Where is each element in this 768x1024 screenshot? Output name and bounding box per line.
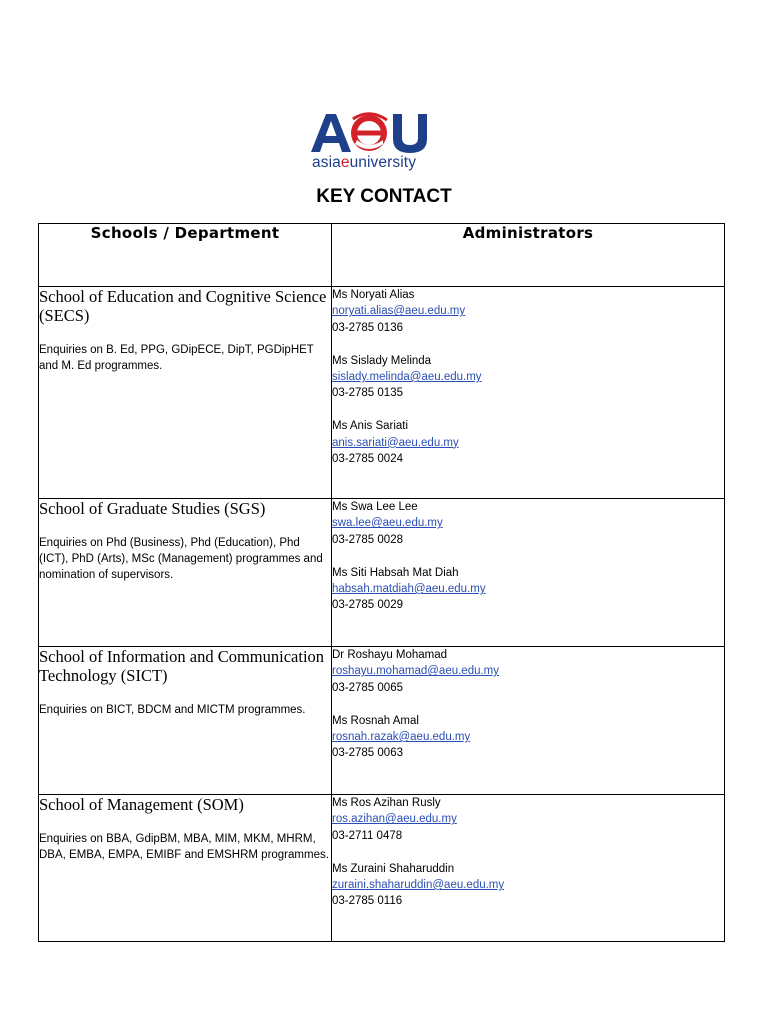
admin-contact [332,353,724,402]
admin-email-link[interactable]: swa.lee@aeu.edu.my [332,517,443,530]
admin-email-link[interactable]: zuraini.shaharuddin@aeu.edu.my [332,879,505,892]
admin-phone: 03-2785 0065 [332,681,403,694]
admin-contact [332,713,724,762]
school-enquiries: Enquiries on BICT, BDCM and MICTM programmes. [39,704,306,716]
admin-contact [332,499,724,548]
admin-cell [332,499,725,647]
table-row [39,795,725,942]
admin-phone: 03-2785 0024 [332,453,403,466]
school-enquiries: Enquiries on B. Ed, PPG, GDipECE, DipT, PGDipHET and M. Ed programmes. [39,344,314,372]
aeu-wordmark: asiaeuniversity [312,154,417,171]
school-cell [39,499,332,647]
school-cell [39,287,332,499]
admin-name: Dr Roshayu Mohamad [332,649,448,661]
admin-phone: 03-2785 0135 [332,387,403,400]
admin-contact [332,287,724,336]
admin-email-link[interactable]: habsah.matdiah@aeu.edu.my [332,583,486,596]
admin-email-link[interactable]: noryati.alias@aeu.edu.my [332,305,466,318]
header-schools: Schools / Department [39,224,332,287]
aeu-logo [309,110,439,172]
admin-name: Ms Noryati Alias [332,289,415,301]
admin-phone: 03-2785 0136 [332,321,403,334]
admin-email-link[interactable]: sislady.melinda@aeu.edu.my [332,371,482,384]
admin-contact [332,861,724,910]
table-row [39,647,725,795]
admin-contact [332,647,724,696]
school-cell [39,795,332,942]
admin-cell [332,795,725,942]
admin-cell [332,647,725,795]
admin-name: Ms Swa Lee Lee [332,501,418,513]
admin-name: Ms Ros Azihan Rusly [332,797,441,809]
table-row [39,287,725,499]
admin-contact [332,418,724,467]
contacts-table [38,223,725,942]
school-cell [39,647,332,795]
admin-phone: 03-2785 0029 [332,599,403,612]
page-title: KEY CONTACT [316,186,452,207]
admin-name: Ms Anis Sariati [332,420,409,433]
school-name: School of Education and Cognitive Science (SECS) [39,287,327,325]
admin-email-link[interactable]: rosnah.razak@aeu.edu.my [332,731,471,744]
admin-email-link[interactable]: ros.azihan@aeu.edu.my [332,813,457,826]
admin-phone: 03-2785 0116 [332,895,403,908]
admin-contact [332,565,724,614]
school-name: School of Graduate Studies (SGS) [39,499,266,518]
admin-phone: 03-2711 0478 [332,829,403,842]
admin-name: Ms Rosnah Amal [332,714,419,727]
table-row [39,499,725,647]
school-enquiries: Enquiries on BBA, GdipBM, MBA, MIM, MKM, MHRM, DBA, EMBA, EMPA, EMIBF and EMSHRM programmes. [39,833,329,861]
school-name: School of Information and Communication Technology (SICT) [39,647,325,685]
header-administrators: Administrators [332,224,725,287]
admin-contact [332,795,724,844]
admin-phone: 03-2785 0063 [332,747,403,760]
admin-email-link[interactable]: anis.sariati@aeu.edu.my [332,436,459,449]
admin-phone: 03-2785 0028 [332,533,403,546]
admin-cell [332,287,725,499]
admin-email-link[interactable]: roshayu.mohamad@aeu.edu.my [332,665,500,678]
school-name: School of Management (SOM) [39,795,244,814]
admin-name: Ms Siti Habsah Mat Diah [332,566,459,579]
aeu-logo-mark [309,110,439,154]
school-enquiries: Enquiries on Phd (Business), Phd (Education), Phd (ICT), PhD (Arts), MSc (Management) programmes and nomination of supervisors. [39,537,323,581]
admin-name: Ms Sislady Melinda [332,354,432,367]
table-header-row [39,224,725,287]
admin-name: Ms Zuraini Shaharuddin [332,862,455,875]
